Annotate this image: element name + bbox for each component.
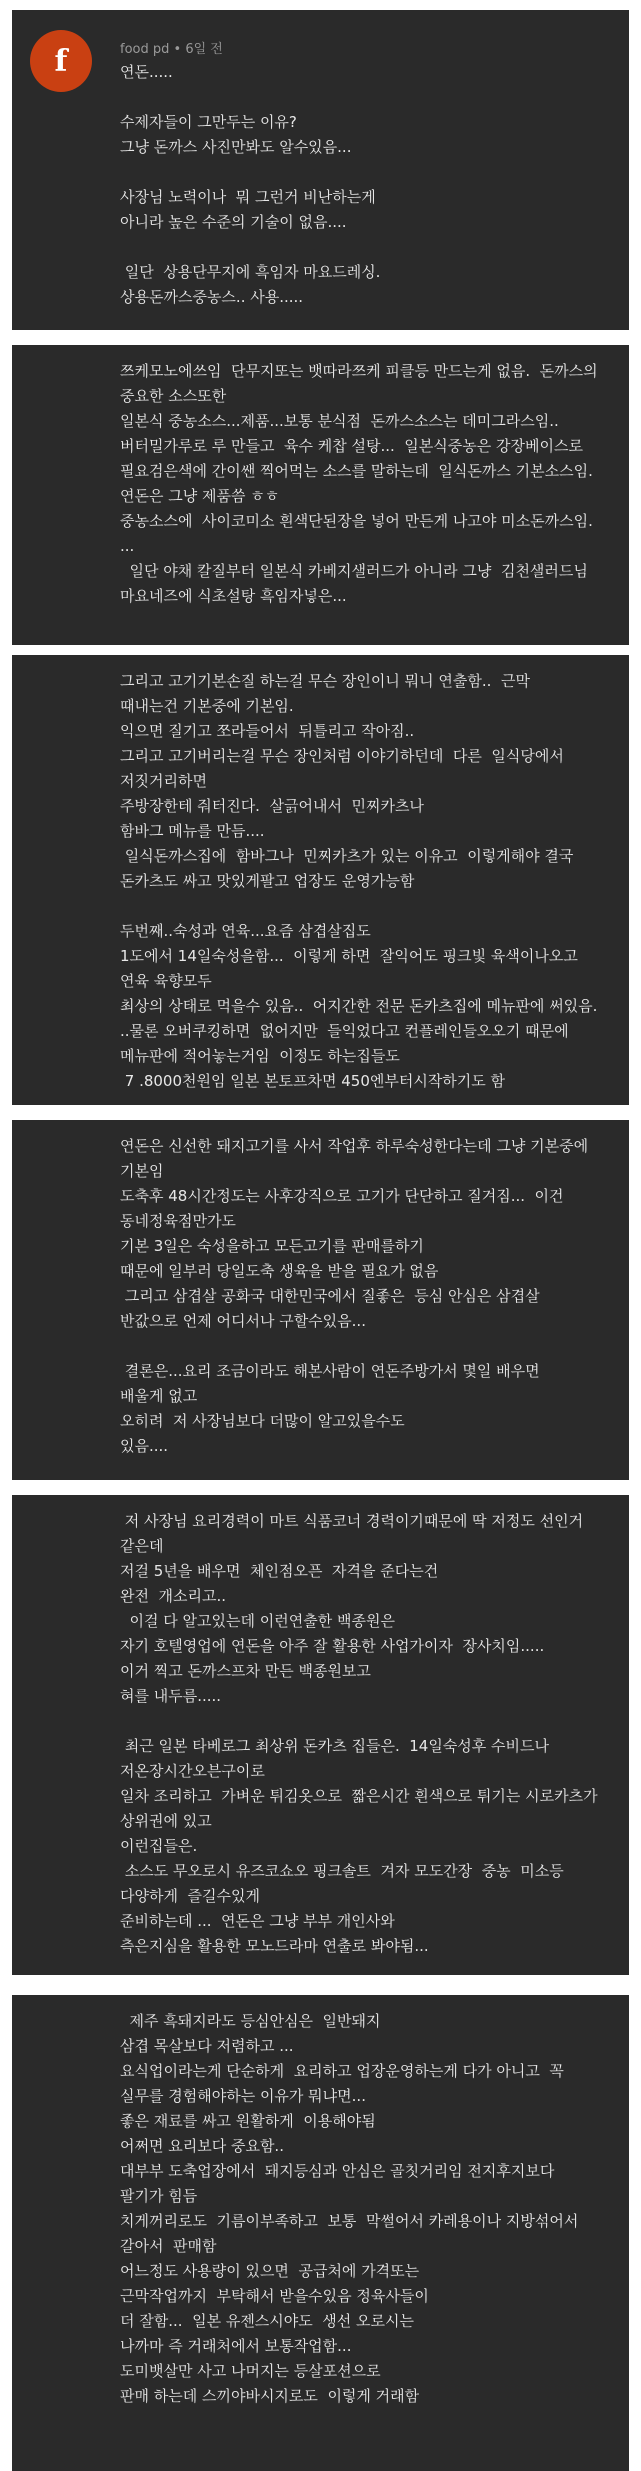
text-line: 때문에 일부러 당일도축 생육을 받을 필요가 없음: [120, 1262, 439, 1280]
text-line: 그리고 삼겹살 공화국 대한민국에서 질좋은 등심 안심은 삼겹살: [120, 1287, 540, 1305]
text-line: 오히려 저 사장님보다 더많이 알고있을수도: [120, 1412, 405, 1430]
text-line: 기본 3일은 숙성을하고 모든고기를 판매를하기: [120, 1237, 424, 1255]
text-line: 요식업이라는게 단순하게 요리하고 업장운영하는게 다가 아니고 꼭: [120, 2062, 564, 2080]
text-line: 판매 하는데 스끼야바시지로도 이렇게 거래함: [120, 2387, 420, 2405]
text-line: 주방장한테 줘터진다. 살긁어내서 민찌카츠나: [120, 797, 424, 815]
text-line: 익으면 질기고 쪼라들어서 뒤틀리고 작아짐..: [120, 722, 415, 740]
text-line: 두번째..숙성과 연육...요즘 삼겹살집도: [120, 922, 371, 940]
text-line: 아니라 높은 수준의 기술이 없음....: [120, 213, 347, 231]
text-line: 이거 찍고 돈까스프차 만든 백종원보고: [120, 1662, 371, 1680]
comment-panel-5: [12, 1495, 629, 1975]
text-line: 일본식 중농소스...제품...보통 분식점 돈까스소스는 데미그라스임..: [120, 412, 559, 430]
text-line: 갈아서 판매함: [120, 2237, 217, 2255]
text-line: 마요네즈에 식초설탕 흑임자넣은...: [120, 587, 347, 605]
text-line: 연돈은 신선한 돼지고기를 사서 작업후 하루숙성한다는데 그냥 기본중에: [120, 1137, 589, 1155]
text-line: 도축후 48시간정도는 사후강직으로 고기가 단단하고 질겨짐... 이건: [120, 1187, 564, 1205]
comment-panel-6: [12, 1995, 629, 2471]
text-line: 필요검은색에 간이쌘 찍어먹는 소스를 말하는데 일식돈까스 기본소스임.: [120, 462, 593, 480]
text-line: 중농소스에 사이코미소 흰색단된장을 넣어 만든게 나고야 미소돈까스임.: [120, 512, 593, 530]
text-line: 결론은...요리 조금이라도 해본사람이 연돈주방가서 몇일 배우면: [120, 1362, 540, 1380]
text-line: 버터밀가루로 루 만들고 육수 케찹 설탕... 일본식중농은 강장베이스로: [120, 437, 583, 455]
text-line: 반값으로 언제 어디서나 구할수있음...: [120, 1312, 366, 1330]
text-line: 일차 조리하고 가벼운 튀김옷으로 짧은시간 흰색으로 튀기는 시로카츠가: [120, 1787, 598, 1805]
text-line: [120, 160, 611, 185]
text-line: 제주 흑돼지라도 등심안심은 일반돼지: [120, 2012, 381, 2030]
text-line: 근막작업까지 부탁해서 받을수있음 정육사들이: [120, 2287, 429, 2305]
text-line: 최근 일본 타베로그 최상위 돈카츠 집들은. 14일숙성후 수비드나: [120, 1737, 550, 1755]
meta-separator: •: [173, 42, 182, 57]
text-line: 저걸 5년을 배우면 체인점오픈 자격을 준다는건: [120, 1562, 439, 1580]
text-line: 그리고 고기버리는걸 무슨 장인처럼 이야기하던데 다른 일식당에서: [120, 747, 564, 765]
text-line: 메뉴판에 적어놓는거임 이정도 하는집들도: [120, 1047, 400, 1065]
comment-panel-1: [12, 10, 629, 330]
text-line: 일식돈까스집에 함바그나 민찌카츠가 있는 이유고 이렇게해야 결국: [120, 847, 574, 865]
text-line: 있음....: [120, 1437, 169, 1455]
text-line: 이걸 다 알고있는데 이런연출한 백종원은: [120, 1612, 395, 1630]
text-line: 연돈은 그냥 제품씀 ㅎㅎ: [120, 487, 280, 505]
text-line: 연육 육향모두: [120, 972, 212, 990]
comment-text-1: [120, 60, 611, 310]
comment-panel-3: [12, 655, 629, 1105]
text-line: 팔기가 힘듬: [120, 2187, 198, 2205]
text-line: 저 사장님 요리경력이 마트 식품코너 경력이기때문에 딱 저정도 선인거: [120, 1512, 584, 1530]
text-line: 대부부 도축업장에서 돼지등심과 안심은 골칫거리임 전지후지보다: [120, 2162, 555, 2180]
text-line: 동네정육점만가도: [120, 1212, 236, 1230]
text-line: 저짓거리하면: [120, 772, 207, 790]
text-line: [120, 1334, 611, 1359]
text-line: 어쩌면 요리보다 중요함..: [120, 2137, 284, 2155]
text-line: 연돈.....: [120, 63, 173, 81]
avatar[interactable]: f: [30, 30, 92, 92]
text-line: 저온장시간오븐구이로: [120, 1762, 265, 1780]
text-line: 도미뱃살만 사고 나머지는 등살포션으로: [120, 2362, 381, 2380]
text-line: 준비하는데 ... 연돈은 그냥 부부 개인사와: [120, 1912, 395, 1930]
text-line: 함바그 메뉴를 만듬....: [120, 822, 265, 840]
text-line: 치게꺼리로도 기름이부족하고 보통 막썰어서 카레용이나 지방섞어서: [120, 2212, 579, 2230]
text-line: 쯔케모노에쓰임 단무지또는 뱃따라쯔케 피클등 만드는게 없음. 돈까스의: [120, 362, 598, 380]
comment-meta: [120, 40, 611, 60]
text-line: 같은데: [120, 1537, 164, 1555]
text-line: 다양하게 즐길수있게: [120, 1887, 260, 1905]
comment-panel-2: [12, 345, 629, 645]
text-line: 자기 호텔영업에 연돈을 아주 잘 활용한 사업가이자 장사치임.....: [120, 1637, 545, 1655]
text-line: 상용돈까스중농스.. 사용.....: [120, 288, 304, 306]
text-line: 1도에서 14일숙성을함... 이렇게 하면 잘익어도 핑크빛 육색이나오고: [120, 947, 578, 965]
text-line: 기본임: [120, 1162, 164, 1180]
text-line: 배울게 없고: [120, 1387, 198, 1405]
text-line: 혀를 내두름.....: [120, 1687, 222, 1705]
text-line: 어느정도 사용량이 있으면 공급처에 가격또는: [120, 2262, 420, 2280]
text-line: 때내는건 기본중에 기본임.: [120, 697, 294, 715]
text-line: 좋은 재료를 싸고 원활하게 이용해야됨: [120, 2112, 376, 2130]
text-line: ...: [120, 537, 135, 555]
text-line: 실무를 경험해야하는 이유가 뭐냐면...: [120, 2087, 366, 2105]
text-line: 삼겹 목살보다 저렴하고 ...: [120, 2037, 294, 2055]
text-line: [120, 235, 611, 260]
text-line: 그냥 돈까스 사진만봐도 알수있음...: [120, 138, 352, 156]
text-line: 그리고 고기기본손질 하는걸 무슨 장인이니 뭐니 연출함.. 근막: [120, 672, 530, 690]
author-name[interactable]: food pd: [120, 42, 170, 57]
text-line: [120, 85, 611, 110]
text-line: ..물론 오버쿠킹하면 없어지만 들익었다고 컨플레인들오오기 때문에: [120, 1022, 569, 1040]
text-line: 돈카츠도 싸고 맛있게팔고 업장도 운영가능함: [120, 872, 415, 890]
text-line: 중요한 소스또한: [120, 387, 227, 405]
text-line: 소스도 무오로시 유즈코쇼오 핑크솔트 겨자 모도간장 중농 미소등: [120, 1862, 564, 1880]
text-line: 7 .8000천원임 일본 본토프차면 450엔부터시작하기도 함: [120, 1072, 506, 1090]
text-line: 수제자들이 그만두는 이유?: [120, 113, 297, 131]
comment-panel-4: [12, 1120, 629, 1480]
timestamp: 6일 전: [185, 42, 223, 57]
text-line: 최상의 상태로 먹을수 있음.. 어지간한 전문 돈카츠집에 메뉴판에 써있음.: [120, 997, 598, 1015]
text-line: 완전 개소리고..: [120, 1587, 227, 1605]
text-line: 더 잘함... 일본 유젠스시야도 생선 오로시는: [120, 2312, 415, 2330]
text-line: 나까마 즉 거래처에서 보통작업함...: [120, 2337, 352, 2355]
text-line: [120, 1709, 611, 1734]
text-line: 상위권에 있고: [120, 1812, 212, 1830]
text-line: 사장님 노력이나 뭐 그런거 비난하는게: [120, 188, 376, 206]
text-line: [120, 894, 611, 919]
text-line: 이런집들은.: [120, 1837, 198, 1855]
text-line: 일단 상용단무지에 흑임자 마요드레싱.: [120, 263, 381, 281]
text-line: 일단 야채 칼질부터 일본식 카베지샐러드가 아니라 그냥 김천샐러드님: [120, 562, 588, 580]
text-line: 측은지심을 활용한 모노드라마 연출로 봐야됨...: [120, 1937, 429, 1955]
